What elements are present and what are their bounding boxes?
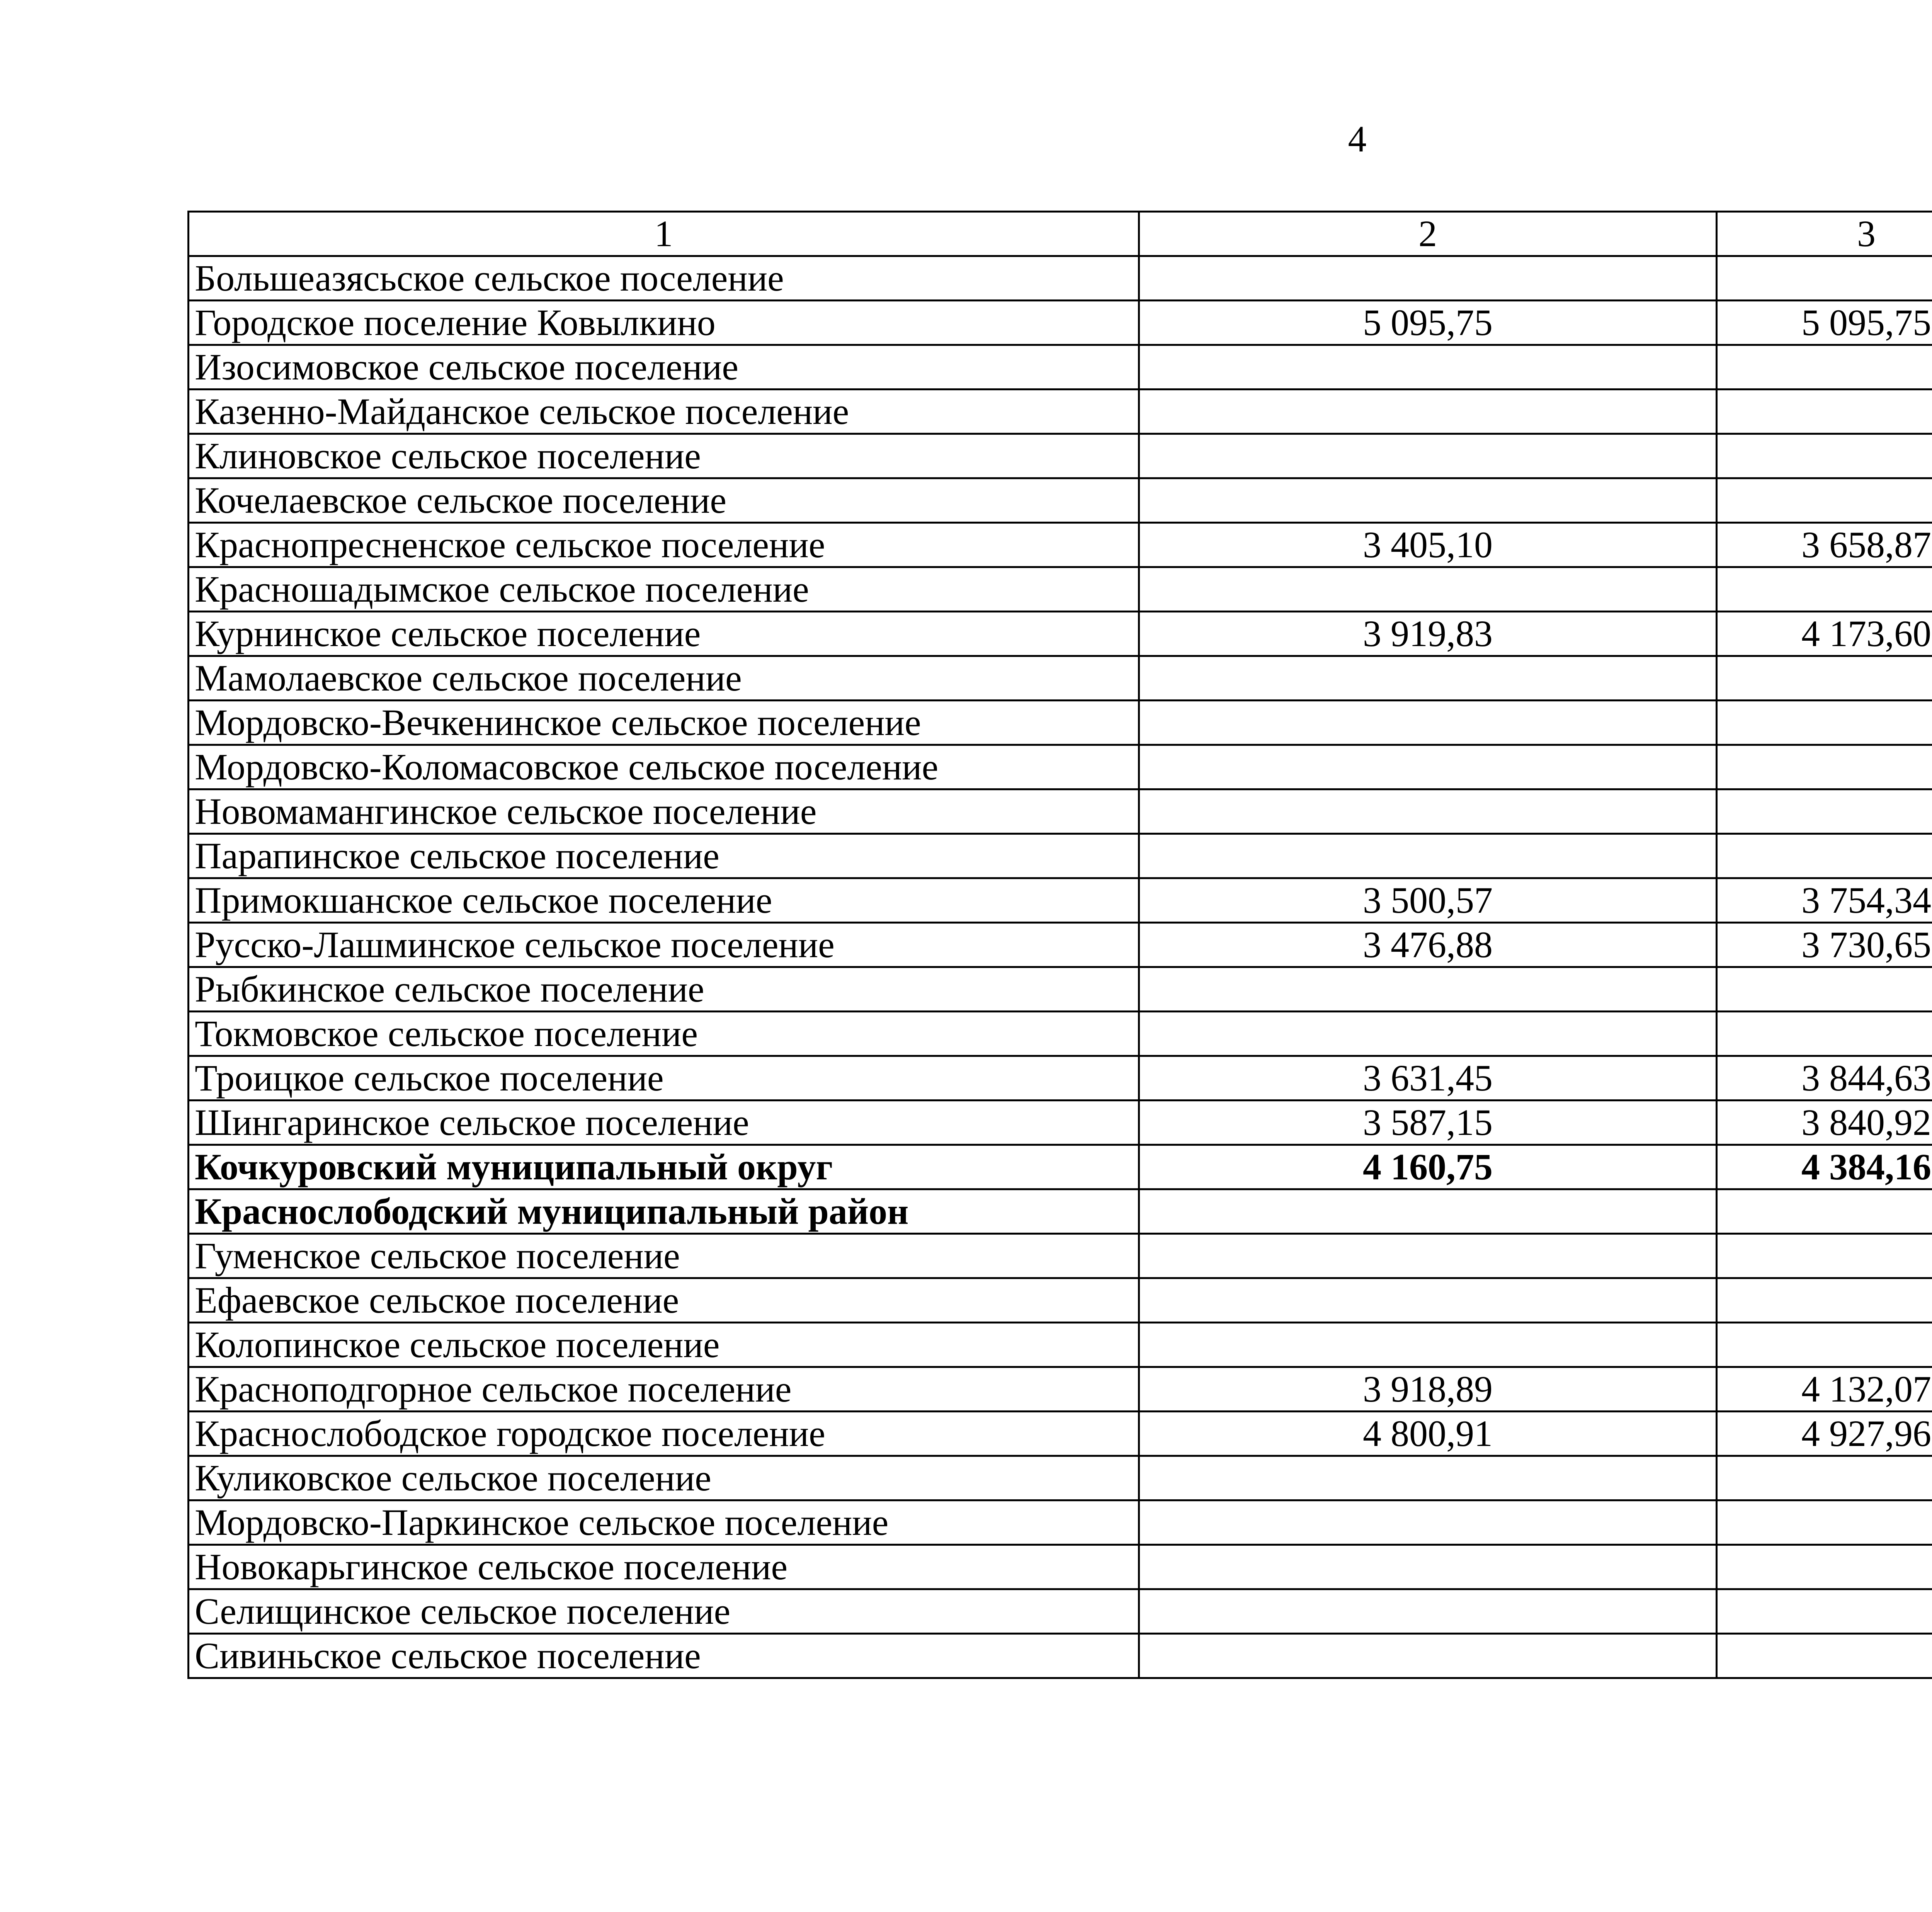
- settlement-name-cell: Русско-Лашминское сельское поселение: [189, 923, 1139, 967]
- settlement-name-cell: Мамолаевское сельское поселение: [189, 656, 1139, 701]
- value-col-3-cell: [1717, 1189, 1932, 1234]
- table-row: [189, 1189, 1932, 1234]
- value-col-3-cell: 3 844,63: [1717, 1056, 1932, 1101]
- value-col-2-cell: 5 095,75: [1139, 301, 1717, 345]
- table-row: [189, 1545, 1932, 1589]
- value-col-3-cell: 4 927,96: [1717, 1412, 1932, 1456]
- value-col-2-cell: 3 918,89: [1139, 1367, 1717, 1412]
- value-col-2-cell: [1139, 1012, 1717, 1056]
- value-col-2-cell: [1139, 1589, 1717, 1634]
- value-col-3-cell: [1717, 834, 1932, 878]
- settlement-name-cell: Токмовское сельское поселение: [189, 1012, 1139, 1056]
- value-col-3-cell: [1717, 1589, 1932, 1634]
- settlement-name-cell: Троицкое сельское поселение: [189, 1056, 1139, 1101]
- settlement-name-cell: Куликовское сельское поселение: [189, 1456, 1139, 1500]
- value-col-3-cell: [1717, 390, 1932, 434]
- value-col-2-cell: [1139, 789, 1717, 834]
- column-header-2: 2: [1139, 212, 1717, 256]
- value-col-3-cell: 3 730,65: [1717, 923, 1932, 967]
- value-col-3-cell: [1717, 745, 1932, 789]
- table-row: [189, 1323, 1932, 1367]
- settlement-name-cell: Ефаевское сельское поселение: [189, 1278, 1139, 1323]
- value-col-3-cell: [1717, 256, 1932, 301]
- value-col-3-cell: [1717, 1278, 1932, 1323]
- value-col-2-cell: [1139, 1500, 1717, 1545]
- table-body: [189, 256, 1932, 1678]
- settlement-name-cell: Кочелаевское сельское поселение: [189, 478, 1139, 523]
- value-col-2-cell: [1139, 434, 1717, 478]
- value-col-2-cell: 3 587,15: [1139, 1101, 1717, 1145]
- value-col-3-cell: [1717, 701, 1932, 745]
- table-row: [189, 834, 1932, 878]
- settlement-name-cell: Курнинское сельское поселение: [189, 612, 1139, 656]
- value-col-2-cell: [1139, 478, 1717, 523]
- table-row: [189, 923, 1932, 967]
- value-col-3-cell: [1717, 1634, 1932, 1678]
- settlement-name-cell: Казенно-Майданское сельское поселение: [189, 390, 1139, 434]
- value-col-2-cell: [1139, 656, 1717, 701]
- value-col-3-cell: 4 173,60: [1717, 612, 1932, 656]
- value-col-2-cell: [1139, 390, 1717, 434]
- table-row: [189, 523, 1932, 567]
- page-number: 4: [1348, 118, 1367, 160]
- settlement-name-cell: Краснослободское городское поселение: [189, 1412, 1139, 1456]
- table-row: [189, 345, 1932, 390]
- settlement-name-cell: Изосимовское сельское поселение: [189, 345, 1139, 390]
- settlement-name-cell: Мордовско-Коломасовское сельское поселение: [189, 745, 1139, 789]
- value-col-2-cell: [1139, 345, 1717, 390]
- value-col-3-cell: 3 754,34: [1717, 878, 1932, 923]
- settlement-name-cell: Краснослободский муниципальный район: [189, 1189, 1139, 1234]
- settlement-name-cell: Городское поселение Ковылкино: [189, 301, 1139, 345]
- value-col-3-cell: [1717, 1234, 1932, 1278]
- table-row: [189, 701, 1932, 745]
- column-header-1: 1: [189, 212, 1139, 256]
- settlement-name-cell: Красношадымское сельское поселение: [189, 567, 1139, 612]
- data-table: [187, 211, 1932, 1679]
- settlement-name-cell: Гуменское сельское поселение: [189, 1234, 1139, 1278]
- settlement-name-cell: Сивиньское сельское поселение: [189, 1634, 1139, 1678]
- table-row: [189, 656, 1932, 701]
- value-col-2-cell: [1139, 967, 1717, 1012]
- settlement-name-cell: Рыбкинское сельское поселение: [189, 967, 1139, 1012]
- settlement-name-cell: Большеазясьское сельское поселение: [189, 256, 1139, 301]
- value-col-3-cell: [1717, 478, 1932, 523]
- settlement-name-cell: Шингаринское сельское поселение: [189, 1101, 1139, 1145]
- value-col-3-cell: [1717, 567, 1932, 612]
- value-col-3-cell: [1717, 1500, 1932, 1545]
- table-row: [189, 1367, 1932, 1412]
- table-row: [189, 1234, 1932, 1278]
- value-col-2-cell: [1139, 745, 1717, 789]
- value-col-2-cell: [1139, 1634, 1717, 1678]
- table-row: [189, 1456, 1932, 1500]
- settlement-name-cell: Селищинское сельское поселение: [189, 1589, 1139, 1634]
- settlement-name-cell: Краснопресненское сельское поселение: [189, 523, 1139, 567]
- table-row: [189, 1278, 1932, 1323]
- value-col-2-cell: 4 160,75: [1139, 1145, 1717, 1189]
- value-col-2-cell: [1139, 1323, 1717, 1367]
- table-row: [189, 745, 1932, 789]
- table-row: [189, 612, 1932, 656]
- table-row: [189, 1412, 1932, 1456]
- value-col-2-cell: [1139, 1234, 1717, 1278]
- table-row: [189, 1145, 1932, 1189]
- table-header: [189, 212, 1932, 256]
- table-row: [189, 1056, 1932, 1101]
- value-col-2-cell: [1139, 256, 1717, 301]
- table-row: [189, 878, 1932, 923]
- value-col-3-cell: [1717, 967, 1932, 1012]
- value-col-3-cell: [1717, 345, 1932, 390]
- settlement-name-cell: Мордовско-Паркинское сельское поселение: [189, 1500, 1139, 1545]
- header-row: [189, 212, 1932, 256]
- value-col-2-cell: 3 500,57: [1139, 878, 1717, 923]
- table-row: [189, 478, 1932, 523]
- table-row: [189, 1500, 1932, 1545]
- settlement-name-cell: Мордовско-Вечкенинское сельское поселение: [189, 701, 1139, 745]
- settlement-name-cell: Кочкуровский муниципальный округ: [189, 1145, 1139, 1189]
- value-col-3-cell: 4 384,16: [1717, 1145, 1932, 1189]
- value-col-2-cell: [1139, 1189, 1717, 1234]
- value-col-2-cell: 3 476,88: [1139, 923, 1717, 967]
- value-col-3-cell: [1717, 1012, 1932, 1056]
- value-col-3-cell: [1717, 656, 1932, 701]
- value-col-3-cell: [1717, 1545, 1932, 1589]
- value-col-3-cell: 4 132,07: [1717, 1367, 1932, 1412]
- table-row: [189, 567, 1932, 612]
- column-header-3: 3: [1717, 212, 1932, 256]
- value-col-3-cell: 5 095,75: [1717, 301, 1932, 345]
- table-row: [189, 967, 1932, 1012]
- value-col-3-cell: [1717, 434, 1932, 478]
- settlement-name-cell: Клиновское сельское поселение: [189, 434, 1139, 478]
- value-col-2-cell: [1139, 701, 1717, 745]
- value-col-2-cell: 3 405,10: [1139, 523, 1717, 567]
- table-row: [189, 789, 1932, 834]
- settlement-name-cell: Новомамангинское сельское поселение: [189, 789, 1139, 834]
- value-col-2-cell: [1139, 834, 1717, 878]
- settlement-name-cell: Колопинское сельское поселение: [189, 1323, 1139, 1367]
- value-col-2-cell: 3 919,83: [1139, 612, 1717, 656]
- value-col-3-cell: 3 658,87: [1717, 523, 1932, 567]
- table-row: [189, 1012, 1932, 1056]
- value-col-3-cell: 3 840,92: [1717, 1101, 1932, 1145]
- value-col-2-cell: [1139, 1545, 1717, 1589]
- table-row: [189, 1634, 1932, 1678]
- settlement-name-cell: Парапинское сельское поселение: [189, 834, 1139, 878]
- settlement-name-cell: Примокшанское сельское поселение: [189, 878, 1139, 923]
- table-row: [189, 301, 1932, 345]
- value-col-2-cell: [1139, 1456, 1717, 1500]
- value-col-2-cell: [1139, 567, 1717, 612]
- value-col-2-cell: [1139, 1278, 1717, 1323]
- table-row: [189, 256, 1932, 301]
- table-row: [189, 1589, 1932, 1634]
- table-row: [189, 434, 1932, 478]
- settlement-name-cell: Новокарьгинское сельское поселение: [189, 1545, 1139, 1589]
- table-row: [189, 1101, 1932, 1145]
- value-col-3-cell: [1717, 1456, 1932, 1500]
- settlement-name-cell: Красноподгорное сельское поселение: [189, 1367, 1139, 1412]
- value-col-3-cell: [1717, 789, 1932, 834]
- value-col-3-cell: [1717, 1323, 1932, 1367]
- table-row: [189, 390, 1932, 434]
- value-col-2-cell: 4 800,91: [1139, 1412, 1717, 1456]
- value-col-2-cell: 3 631,45: [1139, 1056, 1717, 1101]
